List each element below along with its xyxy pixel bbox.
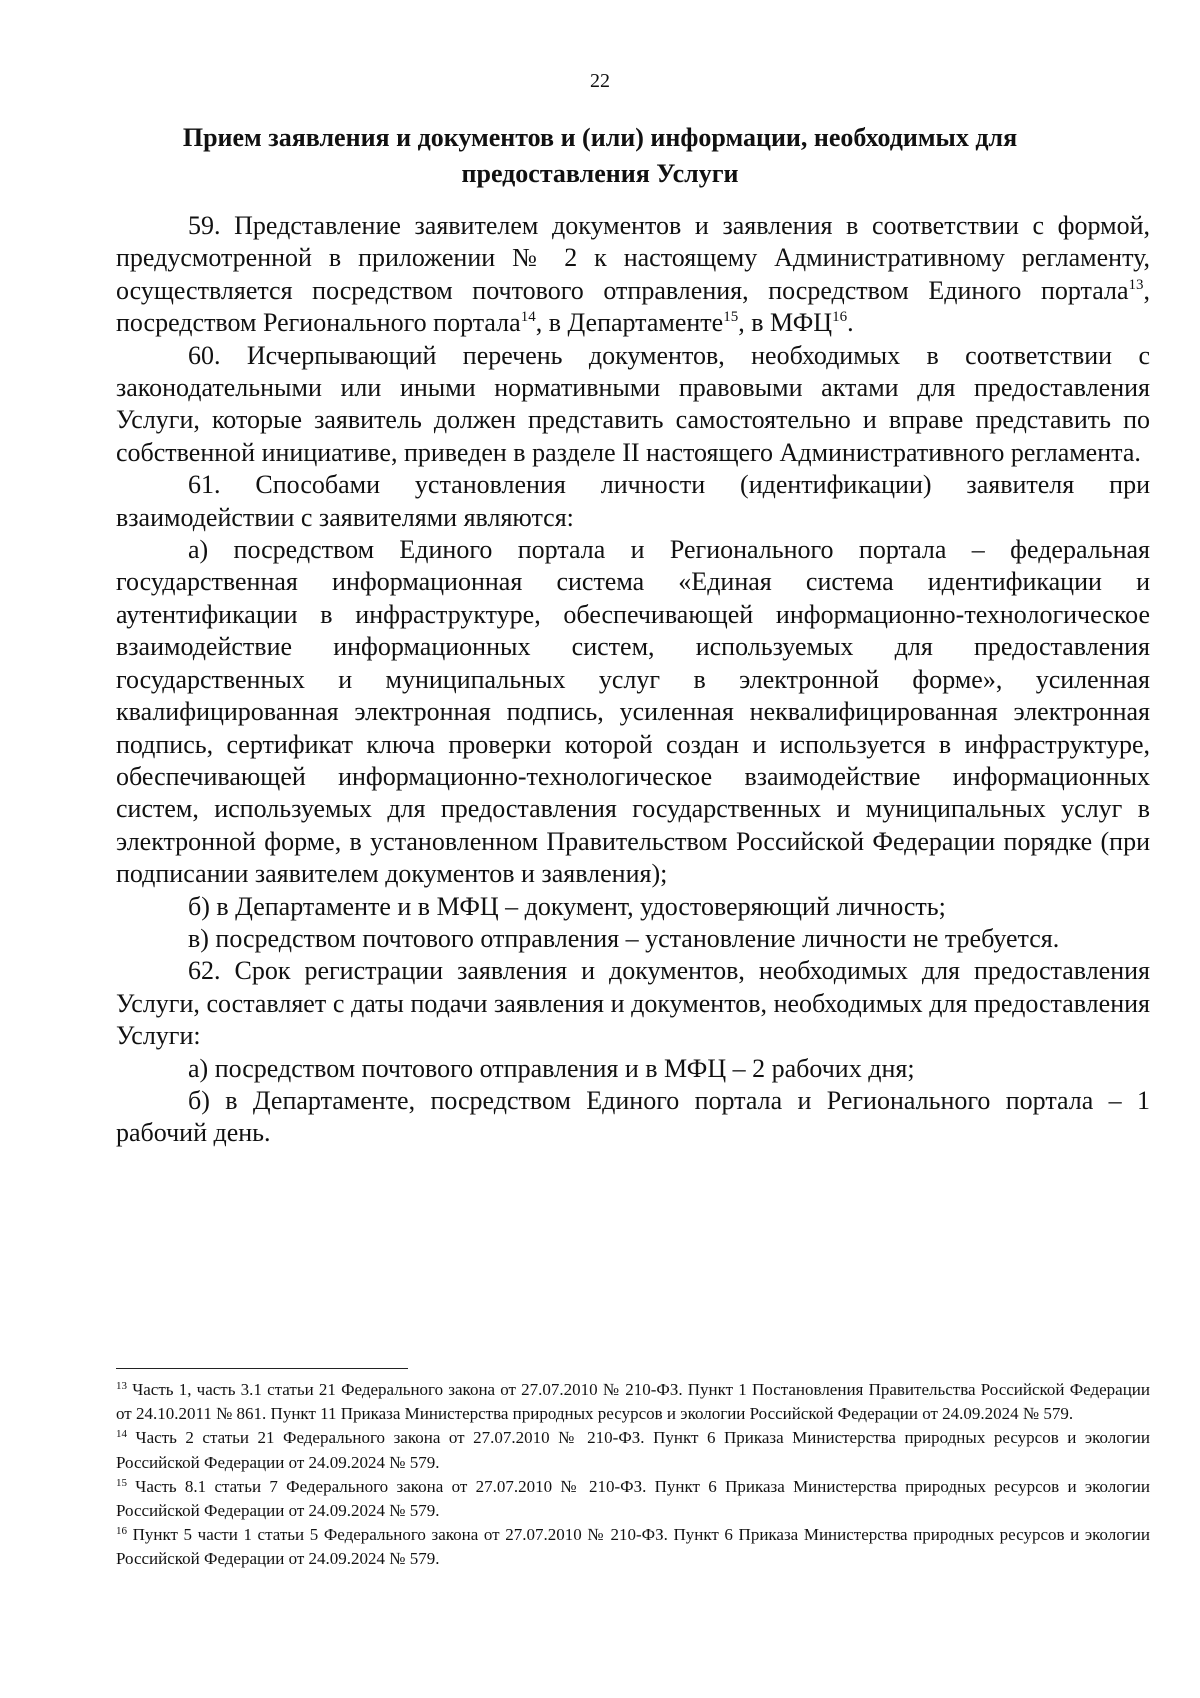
footnote-mark: 13 [116,1380,127,1392]
paragraph-59 [116,210,1150,340]
paragraph-59-text-b: , посредством Регионального портала [116,275,1150,338]
paragraph-61-b: б) в Департаменте и в МФЦ – документ, удостоверяющий личность; [188,891,946,921]
paragraph-59-text: 59. Представление заявителем документов и заявления в соответствии с формой, предусмотренной в приложении № 2 к настоящему Административному регламенту, осуществляется посредством почтового отправления, посредством Единого портала [116,211,1150,305]
paragraph-59-text-c: , в Департаменте [535,308,724,338]
paragraph-62: 62. Срок регистрации заявления и документов, необходимых для предоставления Услуги, составляет с даты подачи заявления и документов, необходимых для предоставления Услуги: [116,956,1150,1051]
footnote-ref-13: 13 [1128,276,1144,293]
footnote-ref-14: 14 [520,309,536,326]
paragraph-59-text-e: . [847,308,854,338]
footnote-ref-16: 16 [832,309,848,326]
paragraph-62-a: а) посредством почтового отправления и в МФЦ – 2 рабочих дня; [188,1053,915,1083]
page-number: 22 [590,70,610,92]
paragraph-60: 60. Исчерпывающий перечень документов, необходимых в соответствии с законодательными или иными нормативными правовыми актами для предоставления Услуги, которые заявитель должен представить самостоятельно и вправе представить по собственной инициативе, приведен в разделе II настоящего Административного регламента. [116,340,1150,467]
footnote-13 [116,1378,1150,1426]
footnote-14 [116,1426,1150,1474]
footnote-16 [116,1523,1150,1571]
section-heading-line-2: предоставления Услуги [461,159,739,188]
paragraph-61-c: в) посредством почтового отправления – установление личности не требуется. [188,923,1060,953]
footnote-mark: 14 [116,1428,127,1441]
footnote-text: Часть 8.1 статьи 7 Федерального закона от 27.07.2010 № 210-ФЗ. Пункт 6 Приказа Министерства природных ресурсов и экологии Российской Федерации от 24.09.2024 № 579. [116,1476,1150,1521]
footnote-mark: 15 [116,1476,127,1489]
paragraph-59-text-d: , в МФЦ [738,308,833,338]
footnote-text: Часть 2 статьи 21 Федерального закона от 27.07.2010 № 210-ФЗ. Пункт 6 Приказа Министерства природных ресурсов и экологии Российской Федерации от 24.09.2024 № 579. [116,1428,1150,1472]
footnote-15 [116,1475,1150,1523]
footnote-text: Часть 1, часть 3.1 статьи 21 Федерального закона от 27.07.2010 № 210-ФЗ. Пункт 1 Постановления Правительства Российской Федерации от 24.10.2011 № 861. Пункт 11 Приказа Министерства природных ресурсов и экологии Российской Федерации от 24.09.2024 № 579. [116,1380,1150,1424]
footnotes [116,1378,1150,1572]
section-heading-line-1: Прием заявления и документов и (или) информации, необходимых для [182,123,1018,152]
document-body [116,210,1150,1150]
footnote-ref-15: 15 [723,309,739,326]
paragraph-62-b: б) в Департаменте, посредством Единого портала и Регионального портала – 1 рабочий день. [116,1085,1150,1148]
footnote-mark: 16 [116,1525,127,1538]
paragraph-61: 61. Способами установления личности (идентификации) заявителя при взаимодействии с заявителями являются: [116,470,1150,532]
section-heading [150,120,1050,192]
footnote-text: Пункт 5 части 1 статьи 5 Федерального закона от 27.07.2010 № 210-ФЗ. Пункт 6 Приказа Министерства природных ресурсов и экологии Российской Федерации от 24.09.2024 № 579. [116,1525,1150,1569]
footnote-divider [116,1368,408,1369]
paragraph-61-a: а) посредством Единого портала и Регионального портала – федеральная государственная информационная система «Единая система идентификации и аутентификации в инфраструктуре, обеспечивающей информационно-технологическое взаимодействие информационных систем, используемых для предоставления государственных и муниципальных услуг в электронной форме», усиленная квалифицированная электронная подпись, усиленная неквалифицированная электронная подпись, сертификат ключа проверки которой создан и используется в инфраструктуре, обеспечивающей информационно-технологическое взаимодействие информационных систем, используемых для предоставления государственных и муниципальных услуг в электронной форме, в установленном Правительством Российской Федерации порядке (при подписании заявителем документов и заявления); [116,535,1150,889]
